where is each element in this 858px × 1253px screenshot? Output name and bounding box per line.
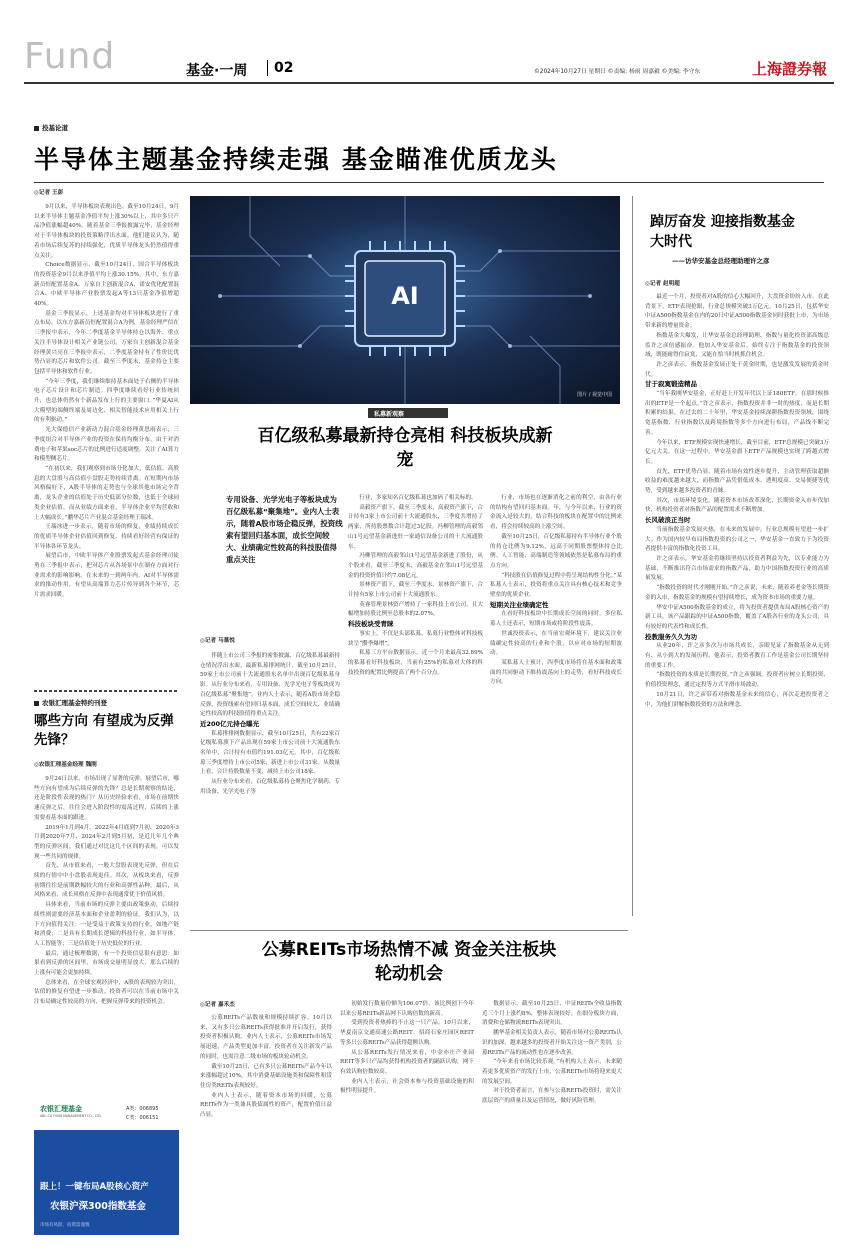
paragraph: 行业，多家知名百亿级私募也加码了相关标的。 bbox=[359, 495, 477, 501]
ad-headline: 跟上！一键布局A股核心资产 bbox=[40, 1182, 149, 1192]
paragraph: 具体来看，当前市场的反弹主要由政策驱动，后续持续性则需要经济基本面和企业盈利的验证。我们认为，以下方向值得关注：一是受益于政策支持的行业，如地产链和消费；二是具有长期成长逻辑的科技行业，如半导体、人工智能等；三是估值处于历史低位的行业。 bbox=[34, 902, 179, 947]
paragraph: 私募排排网数据显示，截至10月25日，共有22家百亿级私募旗下产品出现在59家上市公司前十大流通股东名单中，合计持有市值约191.03亿元。其中，百亿级私募三季度增持上市公司5家，新进上市公司31家。从数量上看，合计持股数量不变、减持上市公司18家。 bbox=[200, 730, 340, 776]
paragraph: 2019年1月到4月、2022年4月底到7月初、2020年3月到2020年7月、2024年2月到5月初，是近几年几个典型的反弹区间。我们通过对比这几个区间的表现，可以发现一些共同的规律。 bbox=[34, 824, 179, 860]
paragraph: 指数基金大爆发，让华安基金总经理助理、指数与量化投资部高级总监许之彦倍感振奋。他加入华安基金后，始终专注于指数基金的投资领域，既能耐得住寂寞，又能在恰当时机抓住机会。 bbox=[645, 332, 829, 359]
pe-col1 bbox=[200, 652, 340, 927]
paragraph: 今年以来，ETF规模实现快速增长，截至目前，ETF总规模已突破3万亿元大关。在这一过程中，华安基金旗下ETF产品规模也实现了跨越式增长。 bbox=[645, 439, 829, 465]
paragraph: 许之彦表示，指数基金发展正处于黄金时期，也是激发发展的黄金时代。 bbox=[645, 361, 829, 378]
photo-credit: 图片 / 视觉中国 bbox=[577, 392, 612, 398]
section-divider bbox=[267, 60, 268, 76]
left-lower-headline: 哪些方向 有望成为反弹先锋？ bbox=[34, 713, 174, 748]
reits-byline: ◎记者 嘉禾杰 bbox=[200, 1002, 235, 1008]
paragraph: 冯柳管理的高毅邻山1号远望基金新进了股份，从个股来看，截至三季度末，高毅基金在邻山1号远望基金的投资价值计约7.08亿元。 bbox=[348, 553, 483, 579]
lead-article-col1 bbox=[34, 203, 179, 698]
pe-subhead-2: 科技板块受青睐 bbox=[348, 620, 394, 629]
lead-byline: ◎记者 王彭 bbox=[34, 190, 64, 196]
paragraph: “今年三季度，我们继续维持基本面处于右侧的半导体电子芯片设计和芯片制造。四季度继续看好行业传统回升，也总体仍然有个新品发布上行的主要窗口。”华夏AI从大模型的端侧终端及周边化、相关智能技术应用相关上行的有利驱动。” bbox=[34, 378, 179, 424]
paragraph: 初始发行数量份额为106.07倍，该比例创下今年以来公募REITs新品网下认购倍数的新高。 bbox=[340, 1001, 474, 1017]
pe-col2 bbox=[348, 494, 483, 927]
paragraph: 当前指数基金发展火热，在未来的发展中，行业总规模有望进一步扩大。作为国内较早布局指数投资的公司之一，华安基金一直致力于为投资者提供丰富的指数化投资工具。 bbox=[645, 526, 829, 553]
reits-headline-text: 公募REITs市场热情不减 资金关注板块轮动机会 bbox=[261, 940, 557, 984]
paragraph: 其次，市场环境变化。随着资本市场改革深化，长期资金入市步伐加快，机构投资者对指数产品的配置需求不断增加。 bbox=[645, 497, 829, 514]
paragraph: 鹏华基金相关负责人表示，随着市场对公募REITs认识的加深，越来越多的投资者开始关注这一资产类别，公募REITs产品的流动性也在逐步改善。 bbox=[482, 1030, 622, 1056]
left-lower-article bbox=[34, 775, 179, 1093]
paragraph: 首先，从市值来看，一般大盘股表现先反弹，但在后续的行情中中小盘股表现更佳。其次，从板块来看，反弹初期往往是前期跌幅较大的行业和高弹性品种。最后，从风格来看，成长风格在反弹中表现通常优于价值风格。 bbox=[34, 863, 179, 899]
lead-headline: 半导体主题基金持续走强 基金瞄准优质龙头 bbox=[34, 145, 558, 174]
ad-fund-name: 农银沪深300指数基金 bbox=[50, 1201, 146, 1212]
paragraph: 对于投资者而言，在参与公募REITs投资时，需关注底层资产的质量以及运营情况，做好风险管理。 bbox=[482, 1088, 622, 1105]
paragraph: 世诚投资表示，在当前宏观环境下，建议关注业绩确定性较高的行业和个股，以应对市场的短期波动。 bbox=[490, 630, 622, 657]
paragraph: 9月24日以来，市场出现了显著的反弹。展望后市，哪些方向有望成为后续反弹的先锋？总是长期观察的结论，还是阶段性表现的热门？从历史经验来看，市场在前期快速反弹之后，往往会进入阶段性的震荡过程，后续的上涨需要看基本面的跟进。 bbox=[34, 776, 179, 821]
paragraph: 截至10月25日，百亿级私募持有半导体行业个股的持仓比例为9.12%，远高于同期股票整体持仓比例。人工智能、高端制造等领域依然是私募布局的重点方向。 bbox=[490, 533, 622, 569]
masthead-rule bbox=[24, 82, 834, 84]
paragraph: 9月以来，半导体板块表现出色。截至10月24日，9月以来半导体主题基金净值平均上涨30%以上，其中多只产品净值涨幅超40%。随着基金三季报披露完毕，基金经理对于半导体板块的投资策略浮出水面。他们建议认为，随着市场后续复苏的持续强化，优质半导体龙头仍然值得重点关注。 bbox=[34, 204, 179, 259]
paragraph: 展望后市，中欧半导体产业股票发起式基金经理司徒勇在三季报中表示，把对芯片从各场景中在制存方面对行业需求的影响影响。在未来的一到两年内，AI对半导体需求的推动作用，有望从高端算力芯片传导到各个环节，芯片需求回暖。 bbox=[34, 553, 179, 599]
pe-summary-box bbox=[226, 494, 344, 582]
paragraph: 受到投资者热捧的不止这一只产品。10月以来，华夏南京交通高速公路REIT、招商石家庄园区REIT等多只公募REITs产品获得超额认购。 bbox=[340, 1020, 474, 1046]
paragraph: 事实上，不仅是头部私募，私募行业整体对科技板块呈“攒季爆增”。 bbox=[348, 630, 483, 647]
pe-subhead-1: 近200亿元持仓曝光 bbox=[200, 719, 260, 728]
paragraph: 高毅资产旗下，截至三季度末，高毅资产旗下，合计持有3家上市公司前十大流通股东，三季度共增持了两家，所持股票数合计超过3亿股。冯柳管理的高毅邻山1号远望基金新进驻一家通信设备公司的十大流通股东。 bbox=[348, 504, 483, 550]
interview-subhead-3: 投教服务久久为功 bbox=[645, 632, 697, 641]
interview-article bbox=[645, 293, 829, 1243]
paragraph: “指数投资的时代才刚刚开始。”许之彦说，未来，随着养老金等长期资金的入市，指数基金的规模有望持续增长，成为资本市场的重要力量。 bbox=[645, 585, 829, 601]
reits-top-rule bbox=[190, 930, 628, 931]
interview-byline: ◎记者 赵明超 bbox=[645, 281, 680, 287]
fund-wordmark: Fund bbox=[24, 36, 116, 77]
pe-headline-text: 百亿级私募最新持仓亮相 科技板块成新宠 bbox=[257, 426, 553, 470]
paragraph: 英睿管理景林资产增持了一家科技上市公司，且大幅增加持股比例至总股本的2.07%。 bbox=[348, 601, 483, 618]
ad-footnote: 市场有风险，投资需谨慎 bbox=[40, 1223, 90, 1228]
paragraph: 10月21日，许之彦带着对指数基金未来的信心，再次走进投资者之中，为他们讲解指数投资的方法和理念。 bbox=[645, 691, 829, 708]
paragraph: 业内人士表示，社会资本参与投资基础设施的积极性明显提升。 bbox=[340, 1078, 474, 1095]
paragraph: 公募REITs产品数量和规模持续扩容。10月以来，又有多只公募REITs获得批准并开启发行，获得投资者积极认购。业内人士表示，公募REITs市场发展迅速，产品类型更加丰富，投资者在关注新发产品的同时，也需注意二级市场的板块轮动机会。 bbox=[200, 1015, 332, 1060]
pe-headline bbox=[190, 424, 620, 472]
left-lower-tag: 农银汇理基金特约刊登 bbox=[34, 698, 107, 707]
paragraph: 最近一个月，投资者对A股的信心大幅回升，大盘资金纷纷入市。在此背景下，ETF表现抢眼，行业总规模突破3万亿元。10月25日，包括华安中证A500指数基金在内的20只中证A500指数基金同时获批上市，为市场带来新的增量资金。 bbox=[645, 294, 829, 330]
paragraph: 光大保德信产业新动力混合基金经理黄思雨表示，三季度组合对半导体产业的投资在保持均衡分布。由于对消费电子和苹果soc芯片的比例进行适度调整，关注了AI算力和模型侧芯片。 bbox=[34, 427, 179, 463]
paragraph: 伴随上市公司三季报的密集披露，百亿级私募最新持仓情况浮出水面。最新私募排网统计，截至10月25日，59家上市公司前十大流通股东名单中出现百亿级私募身影。从行业分布来看，专用设备、光学光电子等板块成为百亿级私募“聚集地”。业内人士表示，随着A股市场企稳反弹，投资线索有望回归基本面，成长空间较大、业绩确定性较高的科技股值得重点关注。 bbox=[200, 653, 340, 718]
reits-headline bbox=[190, 938, 628, 986]
date-line: ©2024年10月27日 星期日 ©责编: 杨雨 周嘉毅 ©美编: 李守东 bbox=[534, 69, 701, 75]
paragraph: 行业，市场也在逐渐消化之前的利空，由各行业的结构有望回归基本面。年，与今年以来，行业的资金流入是较大的，结合科技的板块在配置中的比例来看，将会持续较高的上涨空间。 bbox=[490, 495, 622, 531]
pe-col3 bbox=[490, 494, 622, 927]
pe-section-tag: 私募新观察 bbox=[374, 411, 405, 418]
paragraph: 数据显示，截至10月25日，中证REITs全收益指数近三个月上涨约8%，整体表现较好。在细分板块方面，消费和仓储物流REITs表现突出。 bbox=[482, 1001, 622, 1027]
section-name: 基金·一周 bbox=[186, 63, 248, 79]
paragraph: 王瑞冰进一步表示，随着市场的修复，业绩持续成长的优质半导体企业估值回到修复。持续看好经营有保证的半导体各环节龙头。 bbox=[34, 524, 179, 550]
fund-advertisement[interactable] bbox=[34, 1100, 179, 1235]
paragraph: “今年来看市场比较乐观。”有机构人士表示，未来随着更多优质资产的发行上市，公募REITs市场将迎来更大的发展空间。 bbox=[482, 1059, 622, 1085]
paragraph: 从业20年，许之彦多次与市场共成长，亲眼见证了指数基金从无到有、从小到大的发展历程。他表示，投资者教育工作是基金公司长期坚持的重要工作。 bbox=[645, 643, 829, 669]
headline-underline bbox=[34, 182, 824, 183]
paragraph: 基金三季报显示，上述基金均对半导体板块进行了重点布局。以东方嘉新员恒配置混合A为例，基金经理严信在三季报中表示，今年二季度基金半导体持仓以海外、重点关注半导体设计相关产业链公司。万家自主创新混合基金经理黄兴亮在三季报中表示，二季度基金持有了性价比优势凸显的芯片和软件公司。截至三季度末，基金持仓主要包括半导体和软件行业。 bbox=[34, 310, 179, 375]
paragraph: “指数投资的本质是长期投资。”许之彦强调，投资者应树立长期投资、价值投资理念，通过定投等方式平滑市场波动。 bbox=[645, 672, 829, 689]
reits-col2 bbox=[340, 1000, 474, 1236]
ad-code-a: A类：006895 bbox=[126, 1106, 159, 1112]
pe-summary: 专用设备、光学光电子等板块成为百亿级私募“聚集地”。业内人士表示，随着A股市场企稳反弹，投资线索有望回归基本面，成长空间较大、业绩确定性较高的科技股值得重点关注 bbox=[226, 495, 343, 564]
ai-chip-label: AI bbox=[391, 282, 419, 310]
paragraph: 从公募REITs发行情况来看，中金亦庄产业园REIT等多只产品均获得机构投资者的踊跃认购，网下有效认购倍数较高。 bbox=[340, 1049, 474, 1075]
reits-col1 bbox=[200, 1014, 332, 1236]
pe-byline: ◎记者 马慕悦 bbox=[200, 638, 235, 644]
paragraph: 景林资产旗下，截至三季度末，景林资产旗下，合计持有5家上市公司前十大流通股东。 bbox=[348, 582, 483, 599]
interview-subheadline: ——访华安基金总经理助理许之彦 bbox=[672, 257, 770, 265]
paragraph: 首先，ETF优势凸显。随着市场有效性逐步提升，主动管理获取超额收益的难度越来越大，而指数产品凭借低成本、透明度高、交易便捷等优势，受到越来越多投资者的青睐。 bbox=[645, 468, 829, 495]
paragraph: 私募三方平台数据显示，近一个月来最高32.89%的私募看好科技板块，当前有25%的私募对大体的科技投资的配置比例提高了两个百分点。 bbox=[348, 650, 483, 676]
interview-headline: 踔厉奋发 迎接指数基金大时代 bbox=[650, 214, 795, 250]
paragraph: 在看好科技板块中长期成长空间的同时，多位私募人士还表示，短期市场或将阶段性震荡。 bbox=[490, 611, 622, 628]
page-number: 02 bbox=[274, 60, 294, 76]
interview-subhead-2: 长风破浪正当时 bbox=[645, 516, 691, 525]
ai-chip-photo bbox=[190, 196, 620, 404]
section-divider-dashes bbox=[34, 690, 179, 692]
paragraph: 某私募人士预计，四季度市场将在基本面和政策面的共同驱动下维持震荡向上的走势，看好科技成长方向。 bbox=[490, 659, 622, 686]
newspaper-logo: 上海證券報 bbox=[752, 60, 828, 78]
pe-subhead-3: 短期关注业绩确定性 bbox=[490, 600, 549, 609]
ad-code-c: C类：006151 bbox=[126, 1115, 159, 1121]
lead-section-tag: 投基论道 bbox=[34, 123, 68, 132]
paragraph: “在初以来，我们观察到市场分化加大，低估值、高股息的大盘股与高估值小盘股走势持续背离。在短期内市场风格偏好下，A股半导体的走势也与全球其他市场完全背离，龙头企业的估值处于历史低部分位数，也低于全球同类企业估值。而从业绩方面来看，半导体企业平均营收和上大幅成长。”鹏华芯片产业混合基金经理王瑞冰。 bbox=[34, 465, 179, 521]
ad-logo: 农银汇理基金 bbox=[40, 1105, 82, 1113]
paragraph: 截至10月25日，已有多只公募REITs产品今年以来涨幅超过10%，其中消费基础设施类和保障性租赁住房类REITs表现较好。 bbox=[200, 1063, 332, 1089]
paragraph: 总体来看，在全球宏观经济中，A股的表现较为突出，估值的修复有望进一步推动。投资者可以在当前市场中关注布局确定性较高的方向，把握反弹带来的投资机会。 bbox=[34, 979, 179, 1006]
interview-subhead-1: 甘于寂寞锻造精品 bbox=[645, 380, 697, 389]
paragraph: “科技股在估值修复过程中将呈现结构性分化。”某私募人士表示，投资将重点关注具有核心技术和竞争壁垒的优质企业。 bbox=[490, 572, 622, 599]
paragraph: “当年我刚华安基金，正好赶上开发年代以上证180ETF，在那时候推出的ETF是一个起点。”许之彦表示，指数投资并非一时的热度，而是长期积累的结果。在过去的二十年里，华安基金持续深耕指数投资领域，围绕宽基指数、行业指数以及跨境指数等多个方向进行布局，产品线不断完善。 bbox=[645, 391, 829, 436]
right-column-divider bbox=[632, 196, 633, 916]
paragraph: 华安中证A500指数基金的成立，将为投资者提供布局A股核心资产的新工具。该产品跟踪的中证A500指数，覆盖了A股各行业的龙头公司，具有较好的代表性和成长性。 bbox=[645, 604, 829, 630]
paragraph: 最后，通过梳理数据，有一个投资信息很有意思：如果看到反弹的区间里，市场成交量明显放大，那么后续的上涨有可能会更加持续。 bbox=[34, 950, 179, 977]
paragraph: 从行业分布来看，百亿级私募持仓聚焦化学制药、专用设备、光学光电子等 bbox=[200, 779, 340, 795]
paragraph: 许之彦表示，华安基金将继续坚持以投资者利益为先，以专业能力为基础，不断推出符合市场需求的指数产品，助力中国指数投资行业的高质量发展。 bbox=[645, 555, 829, 582]
paragraph: 业内人士表示，随着资本市场的回暖，公募REITs作为一类兼具股债属性的资产，配置价值日益凸显。 bbox=[200, 1092, 332, 1119]
paragraph: Choice数据显示，截至10月24日，国合半导体板块的投资基金9月以来净值平均上涨30.15%。其中，东方嘉新员恒配置基金A、万家自主创新混合A、诺安优化配置混合A、中欧半导体产业股票发起A等13只基金净值增超40%。 bbox=[34, 262, 179, 308]
ad-logo-en: ABC-CA FUND MANAGEMENT CO., LTD. bbox=[40, 1114, 102, 1118]
reits-col3 bbox=[482, 1000, 622, 1236]
left-lower-byline: ◎农银汇理基金经理 魏刚 bbox=[34, 762, 97, 768]
